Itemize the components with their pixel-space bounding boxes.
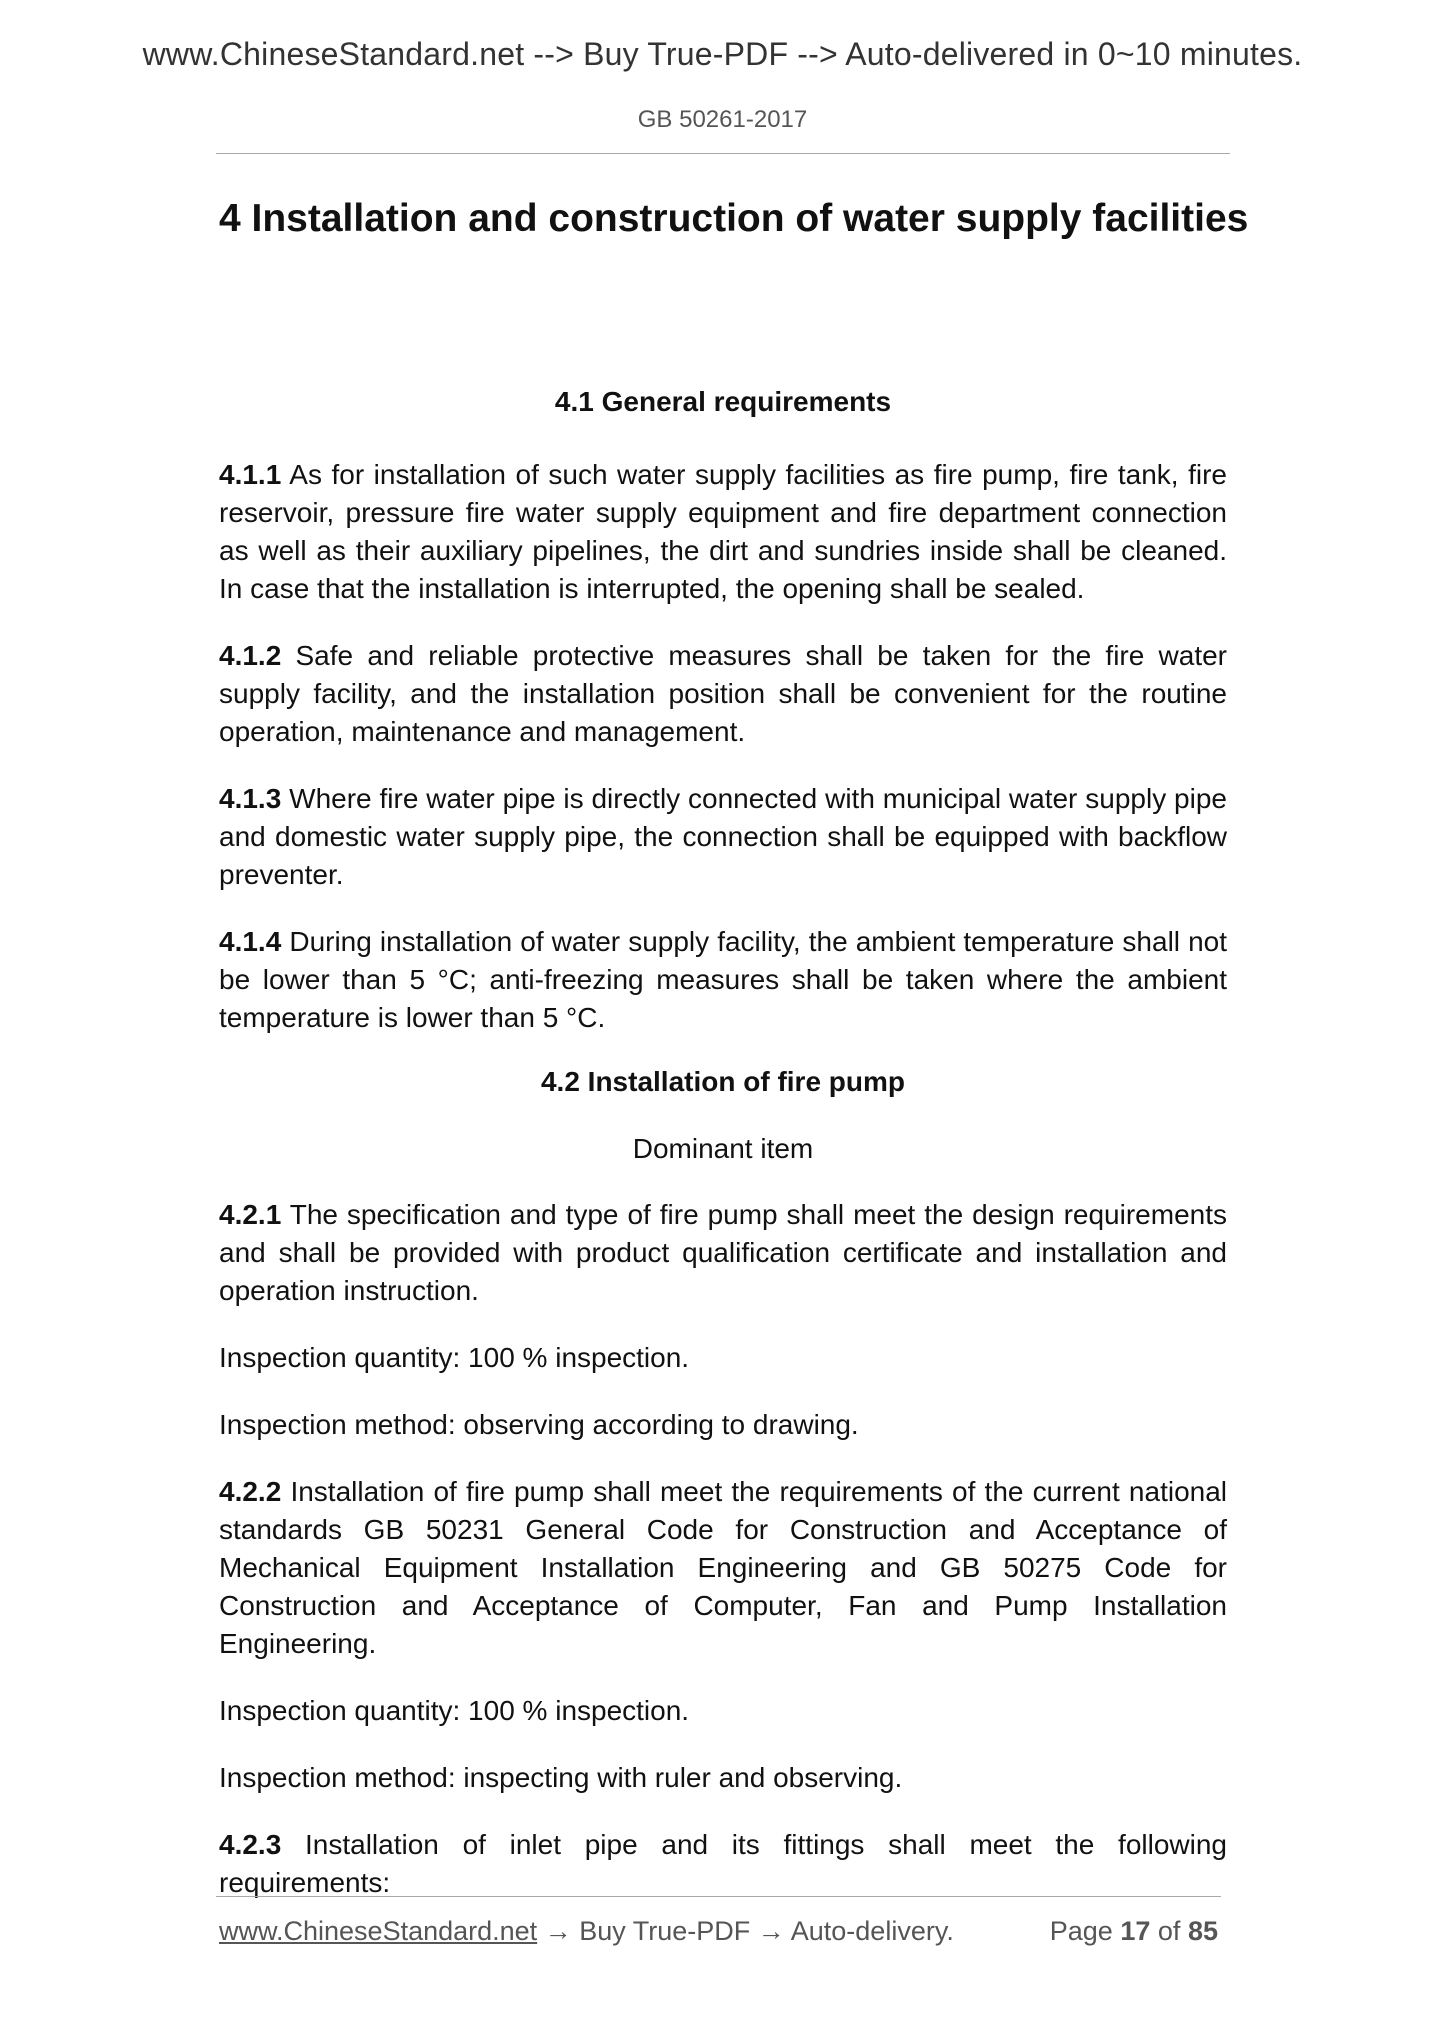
- clause-text: During installation of water supply facility, the ambient temperature shall not be lower than 5 °C; anti-freezing measures shall be taken where the ambient temperature is lower than 5 °C.: [219, 926, 1227, 1034]
- page-number: 17: [1120, 1916, 1151, 1946]
- clause-number: 4.1.1: [219, 459, 282, 491]
- footer-website-link[interactable]: www.ChineseStandard.net: [219, 1916, 538, 1946]
- footer-promo-text: → Buy True-PDF → Auto-delivery.: [544, 1916, 954, 1946]
- top-banner: www.ChineseStandard.net --> Buy True-PDF --> Auto-delivered in 0~10 minutes.: [142, 36, 1303, 72]
- clause-4-1-4: [219, 923, 1227, 1037]
- inspection-method-4-2-1: Inspection method: observing according to drawing.: [219, 1408, 859, 1440]
- clause-4-2-3: [219, 1826, 1227, 1902]
- clause-text: Where fire water pipe is directly connected with municipal water supply pipe and domestic water supply pipe, the connection shall be equipped with backflow preventer.: [219, 783, 1227, 891]
- clause-text: Safe and reliable protective measures shall be taken for the fire water supply facility, and the installation position shall be convenient for the routine operation, maintenance and management.: [219, 640, 1227, 748]
- clause-4-2-1: [219, 1196, 1227, 1310]
- inspection-quantity-4-2-1: Inspection quantity: 100 % inspection.: [219, 1341, 690, 1373]
- page-label: Page: [1049, 1916, 1113, 1946]
- clause-number: 4.1.3: [219, 783, 282, 815]
- clause-text: As for installation of such water supply facilities as fire pump, fire tank, fire reservoir, pressure fire water supply equipment and fire department connection as well as their auxiliary pipelines, the dirt and sundries inside shall be cleaned. In case that the installation is interrupted, the opening shall be sealed.: [219, 459, 1228, 605]
- clause-number: 4.1.4: [219, 926, 282, 958]
- section-title-4-2: 4.2 Installation of fire pump: [540, 1066, 906, 1098]
- page-content: [219, 196, 1249, 1902]
- clause-number: 4.1.2: [219, 640, 282, 672]
- of-label: of: [1157, 1916, 1181, 1946]
- section-title-4-1: 4.1 General requirements: [554, 385, 892, 417]
- clause-number: 4.2.3: [219, 1828, 282, 1860]
- inspection-quantity-4-2-2: Inspection quantity: 100 % inspection.: [219, 1694, 690, 1726]
- chapter-title: 4 Installation and construction of water supply facilities: [219, 197, 1249, 240]
- clause-text: Installation of inlet pipe and its fittings shall meet the following requirements:: [219, 1828, 1227, 1898]
- clause-text: The specification and type of fire pump shall meet the design requirements and shall be provided with product qualification certificate and installation and operation instruction.: [219, 1198, 1227, 1306]
- clause-number: 4.2.2: [219, 1475, 282, 1507]
- inspection-method-4-2-2: Inspection method: inspecting with ruler and observing.: [219, 1761, 903, 1793]
- dominant-item-subtitle: Dominant item: [632, 1132, 814, 1164]
- clause-4-1-1: [219, 456, 1227, 608]
- header-divider: [216, 153, 1230, 154]
- footer-divider: [216, 1896, 1221, 1897]
- document-number: GB 50261-2017: [637, 106, 808, 133]
- clause-text: Installation of fire pump shall meet the requirements of the current national standards GB 50231 General Code for Construction and Acceptance of Mechanical Equipment Installation Engineering and GB 50275 Code for Construction and Acceptance of Computer, Fan and Pump Installation Engineering.: [219, 1475, 1228, 1659]
- footer-promo: [219, 1916, 954, 1947]
- total-pages: 85: [1187, 1916, 1218, 1946]
- page-indicator: [1050, 1916, 1218, 1947]
- clause-4-2-2: [219, 1473, 1227, 1663]
- clause-number: 4.2.1: [219, 1198, 282, 1230]
- clause-4-1-3: [219, 780, 1227, 894]
- clause-4-1-2: [219, 637, 1227, 751]
